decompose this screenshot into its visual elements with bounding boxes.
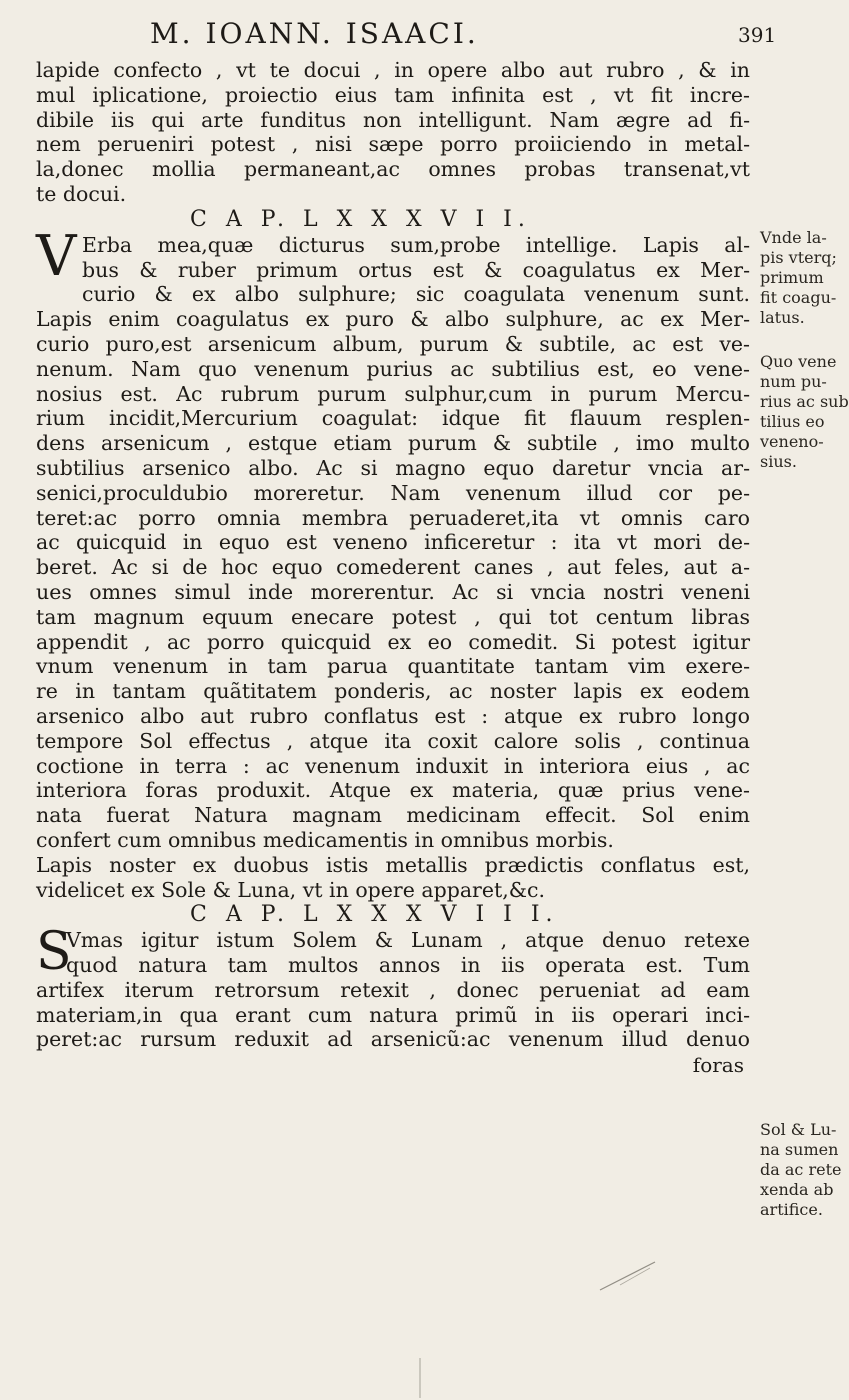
text-line: senici,proculdubio moreretur. Nam venenum illud cor pe- bbox=[36, 480, 750, 505]
text-line: Vmas igitur istum Solem & Lunam , atque denuo retexe bbox=[66, 928, 750, 953]
text-line: nosius est. Ac rubrum purum sulphur,cum in purum Mercu- bbox=[36, 381, 750, 406]
margin-note-line: Quo vene bbox=[760, 352, 837, 371]
margin-note-line: sius. bbox=[760, 452, 797, 471]
text-line: vnum venenum in tam parua quantitate tantam vim exere- bbox=[36, 654, 750, 679]
running-head: M. IOANN. ISAACI. bbox=[150, 17, 479, 50]
pen-stroke bbox=[620, 1268, 650, 1285]
text-line: tempore Sol effectus , atque ita coxit calore solis , continua bbox=[36, 728, 750, 753]
text-line: teret:ac porro omnia membra peruaderet,ita vt omnis caro bbox=[36, 505, 750, 530]
pen-stroke bbox=[600, 1262, 655, 1290]
margin-note-line: na sumen bbox=[760, 1140, 839, 1159]
margin-note-line: artifice. bbox=[760, 1200, 823, 1219]
catchword: foras bbox=[692, 1053, 744, 1078]
margin-note-line: primum bbox=[760, 268, 824, 287]
text-line: beret. Ac si de hoc equo comederent canes , aut feles, aut a- bbox=[36, 555, 750, 580]
text-line: bus & ruber primum ortus est & coagulatus ex Mer- bbox=[82, 257, 750, 282]
text-line: rium incidit,Mercurium coagulat: idque fit flauum resplen- bbox=[36, 406, 750, 431]
margin-note-line: tilius eo bbox=[760, 412, 825, 431]
text-line: materiam,in qua erant cum natura primũ in iis operari inci- bbox=[36, 1002, 750, 1027]
text-line: curio & ex albo sulphure; sic coagulata venenum sunt. bbox=[82, 282, 750, 307]
text-line: re in tantam quãtitatem ponderis, ac noster lapis ex eodem bbox=[36, 679, 750, 704]
margin-note-line: da ac rete bbox=[760, 1160, 842, 1179]
margin-note-line: veneno- bbox=[760, 432, 824, 451]
text-line: artifex iterum retrorsum retexit , donec perueniat ad eam bbox=[36, 977, 750, 1002]
text-line: Lapis noster ex duobus istis metallis prædictis conflatus est, bbox=[36, 852, 750, 877]
text-line: curio puro,est arsenicum album, purum & subtile, ac est ve- bbox=[36, 331, 750, 356]
text-line: arsenico albo aut rubro conflatus est : atque ex rubro longo bbox=[36, 703, 750, 728]
margin-note-line: Vnde la- bbox=[760, 228, 827, 247]
margin-note-line: rius ac sub bbox=[760, 392, 849, 411]
text-line: nata fuerat Natura magnam medicinam effecit. Sol enim bbox=[36, 803, 750, 828]
text-line: subtilius arsenico albo. Ac si magno equo daretur vncia ar- bbox=[36, 455, 750, 480]
text-line: peret:ac rursum reduxit ad arsenicũ:ac venenum illud denuo bbox=[36, 1027, 750, 1052]
text-line: ac quicquid in equo est veneno inficeretur : ita vt mori de- bbox=[36, 530, 750, 555]
text-line: interiora foras produxit. Atque ex materia, quæ prius vene- bbox=[36, 778, 750, 803]
margin-note-line: Sol & Lu- bbox=[760, 1120, 837, 1139]
text-line: appendit , ac porro quicquid ex eo comedit. Si potest igitur bbox=[36, 629, 750, 654]
page-number: 391 bbox=[738, 23, 777, 47]
text-line: nenum. Nam quo venenum purius ac subtilius est, eo vene- bbox=[36, 356, 750, 381]
text-line: Lapis enim coagulatus ex puro & albo sulphure, ac ex Mer- bbox=[36, 307, 750, 332]
text-line: nem perueniri potest , nisi sæpe porro proiiciendo in metal- bbox=[36, 132, 750, 157]
chapter-heading: C A P. L X X X V I I I. bbox=[190, 902, 559, 928]
text-line: te docui. bbox=[36, 181, 127, 206]
chapter-heading: C A P. L X X X V I I. bbox=[190, 206, 531, 232]
text-line: ues omnes simul inde morerentur. Ac si vncia nostri veneni bbox=[36, 579, 750, 604]
text-line: dens arsenicum , estque etiam purum & subtile , imo multo bbox=[36, 431, 750, 456]
margin-note-line: latus. bbox=[760, 308, 805, 327]
margin-note-line: pis vterq; bbox=[760, 248, 837, 267]
margin-note-line: num pu- bbox=[760, 372, 827, 391]
text-line: tam magnum equum enecare potest , qui tot centum libras bbox=[36, 604, 750, 629]
text-line: dibile iis qui arte funditus non intelligunt. Nam ægre ad fi- bbox=[36, 107, 750, 132]
text-line: confert cum omnibus medicamentis in omnibus morbis. bbox=[36, 827, 614, 852]
text-line: quod natura tam multos annos in iis operata est. Tum bbox=[66, 953, 750, 978]
text-line: Erba mea,quæ dicturus sum,probe intellige. Lapis al- bbox=[82, 232, 750, 257]
text-line: mul iplicatione, proiectio eius tam infinita est , vt fit incre- bbox=[36, 82, 750, 107]
margin-note-line: fit coagu- bbox=[760, 288, 837, 307]
text-line: videlicet ex Sole & Luna, vt in opere apparet,&c. bbox=[36, 877, 545, 902]
drop-cap: V bbox=[36, 223, 77, 289]
drop-cap: S bbox=[36, 922, 72, 983]
text-line: la,donec mollia permaneant,ac omnes probas transenat,vt bbox=[36, 157, 750, 182]
margin-note-line: xenda ab bbox=[760, 1180, 834, 1199]
text-line: coctione in terra : ac venenum induxit in interiora eius , ac bbox=[36, 753, 750, 778]
text-line: lapide confecto , vt te docui , in opere albo aut rubro , & in bbox=[36, 58, 750, 82]
